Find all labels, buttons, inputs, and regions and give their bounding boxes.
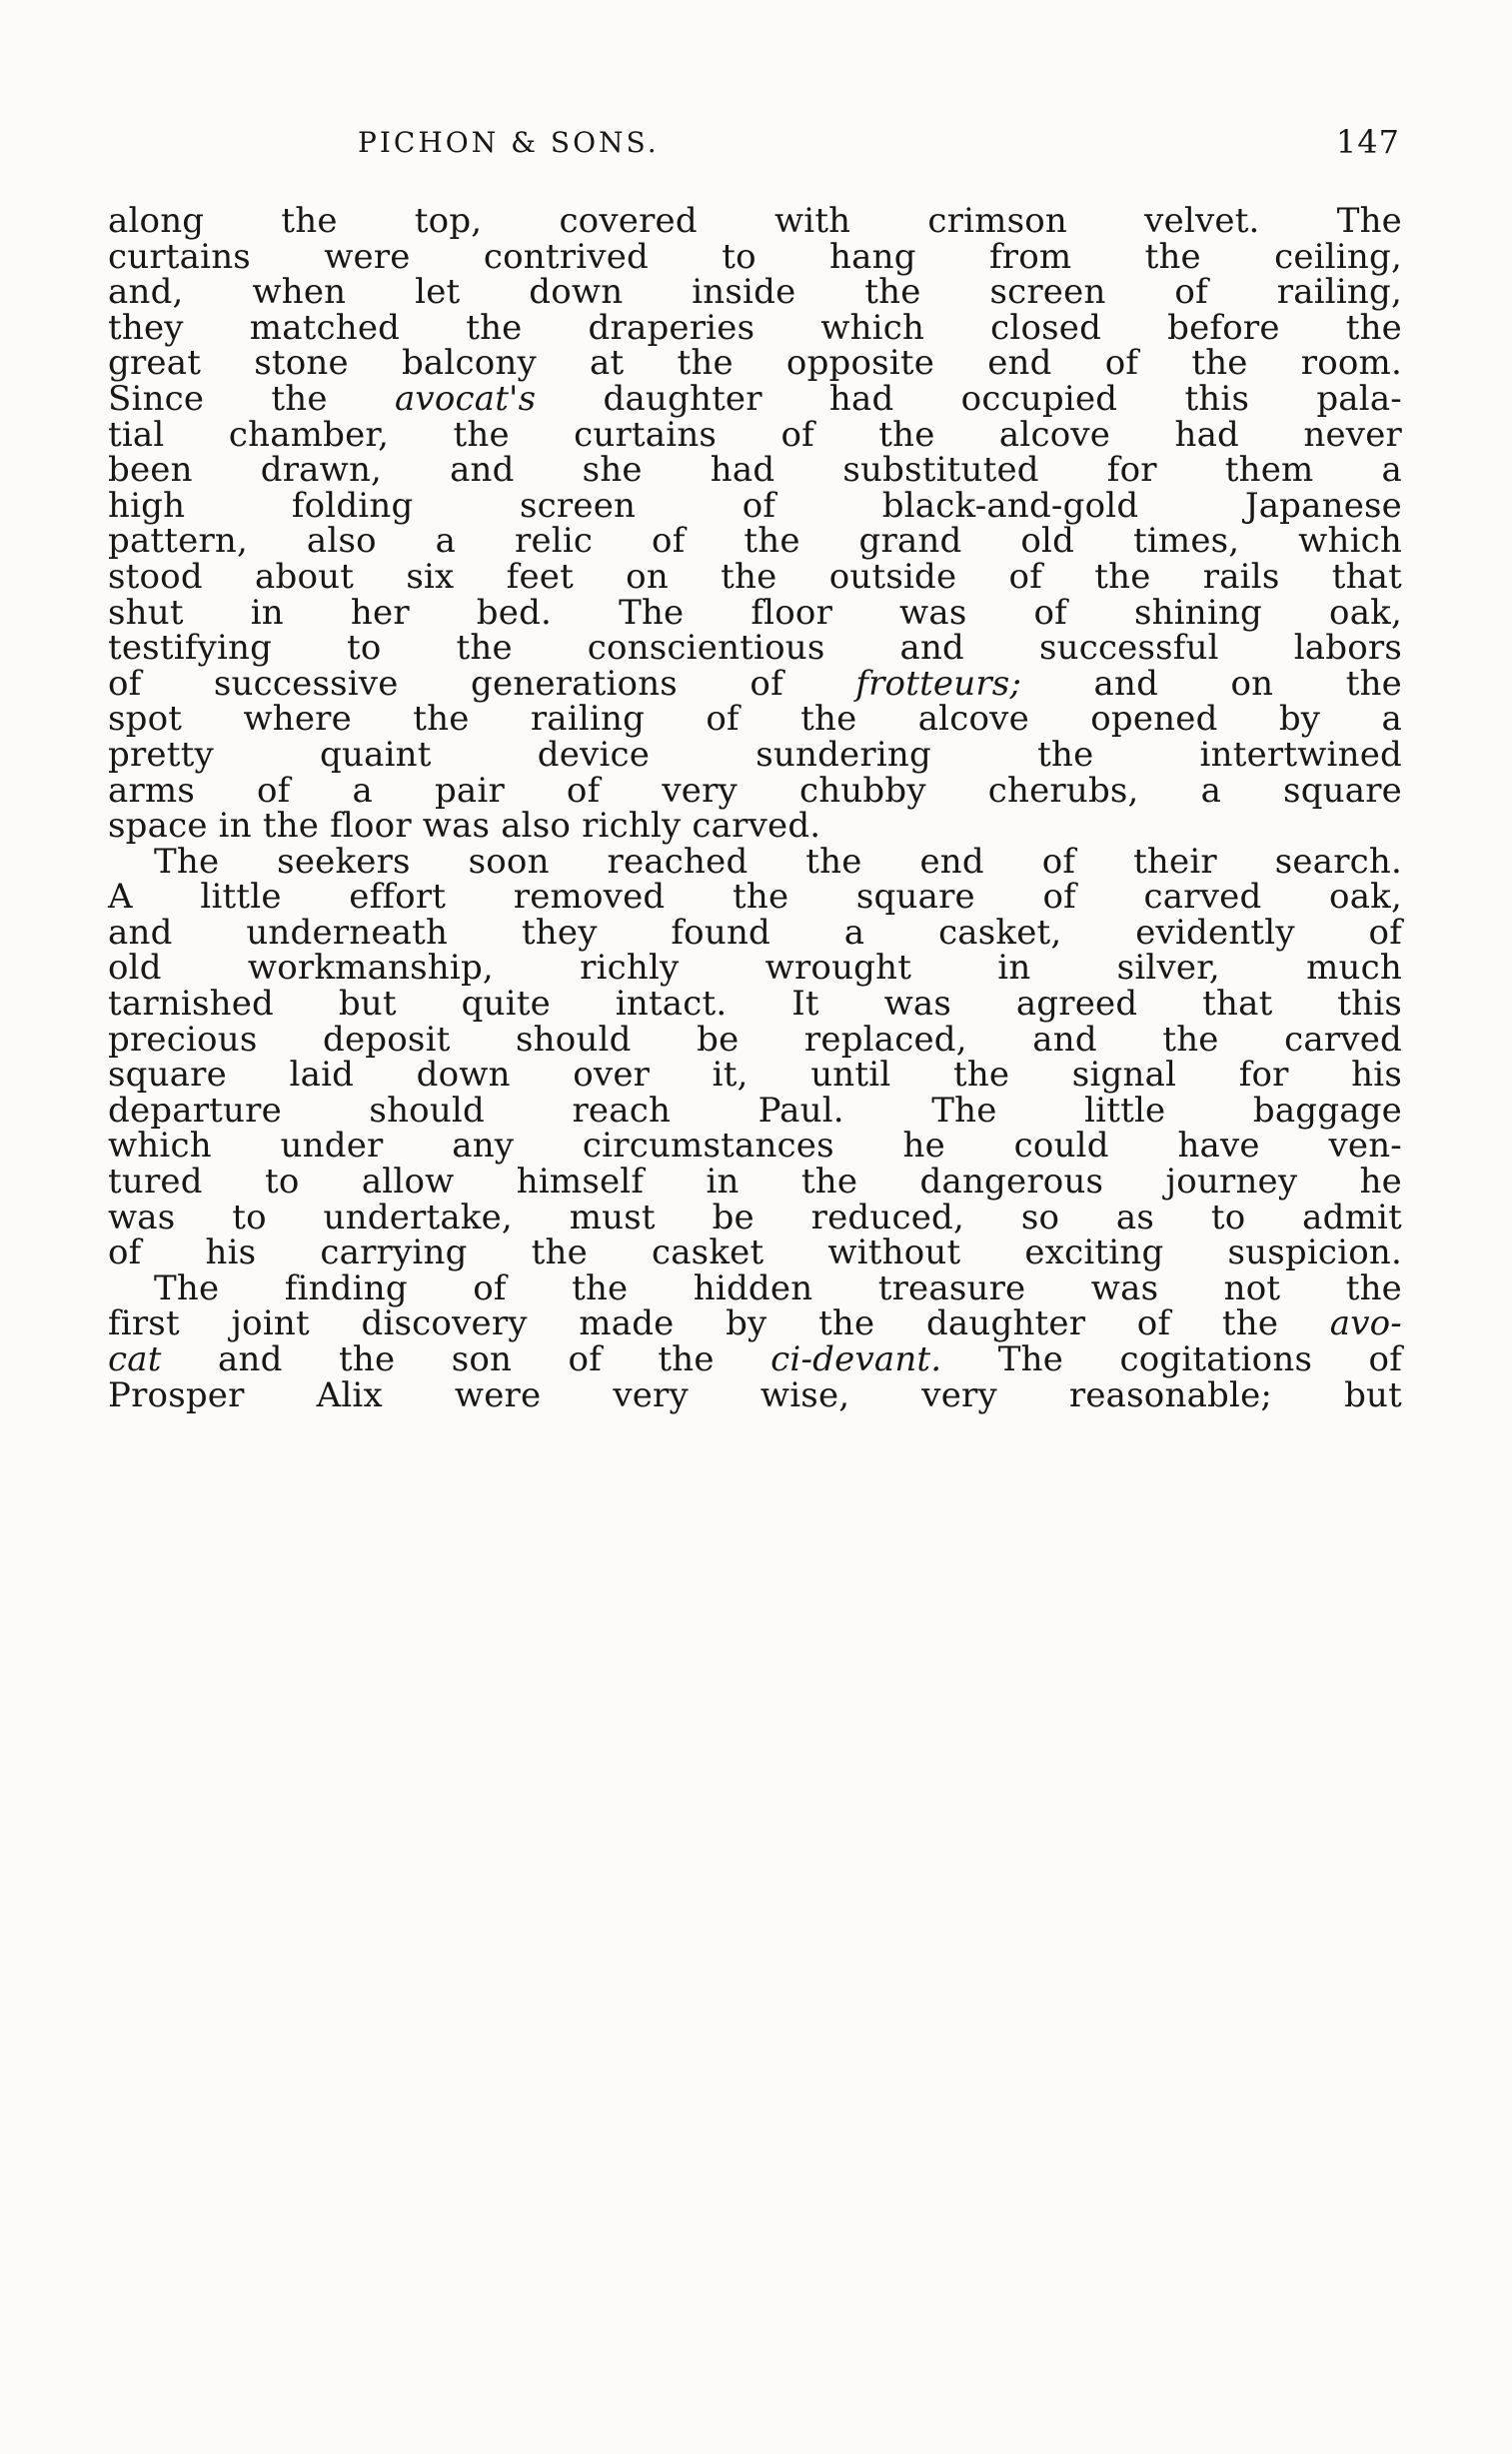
text-run: The seekers soon reached the end of their search. (154, 841, 1402, 882)
header-title: PICHON & SONS. (358, 126, 660, 159)
text-run: been drawn, and she had substituted for them a (108, 450, 1402, 491)
text-run: stood about six feet on the outside of the rails that (108, 556, 1402, 597)
text-run: precious deposit should be replaced, and the carved (108, 1019, 1402, 1060)
text-line (108, 592, 1402, 633)
text-line (108, 1090, 1402, 1131)
text-line (108, 1126, 1402, 1167)
paragraph (108, 841, 1402, 1273)
text-line (108, 485, 1402, 526)
text-run: tarnished but quite intact. It was agreed that this (108, 984, 1402, 1025)
text-run: spot where the railing of the alcove opened by a (108, 699, 1402, 740)
text-line (108, 450, 1402, 491)
text-line (108, 841, 1402, 882)
text-run: and, when let down inside the screen of railing, (108, 272, 1402, 313)
text-run: and on the (1021, 663, 1402, 704)
text-line (108, 521, 1402, 562)
text-line (108, 734, 1402, 775)
text-line (108, 699, 1402, 740)
text-run: of successive generations of (108, 663, 856, 704)
text-run: pretty quaint device sundering the intertwined (108, 734, 1402, 775)
text-line (108, 1197, 1402, 1237)
italic-text-run: frotteurs; (855, 663, 1022, 704)
text-line (108, 343, 1402, 384)
text-line (108, 1374, 1402, 1415)
text-run: was to undertake, must be reduced, so as to admit (108, 1197, 1402, 1237)
text-run: which under any circumstances he could have ven- (108, 1126, 1402, 1167)
text-line (108, 1162, 1402, 1203)
running-header (108, 123, 1402, 170)
text-run: of his carrying the casket without exciting suspicion. (108, 1232, 1402, 1273)
paragraph (108, 201, 1402, 847)
text-run: they matched the draperies which closed before the (108, 307, 1402, 348)
text-run: The cogitations of (941, 1339, 1402, 1379)
text-line (108, 948, 1402, 989)
text-run: high folding screen of black-and-gold Japanese (108, 485, 1402, 526)
text-run: old workmanship, richly wrought in silver, much (108, 948, 1402, 989)
text-line (108, 877, 1402, 918)
italic-text-run: ci-devant. (770, 1339, 942, 1379)
italic-text-run: avo- (1329, 1303, 1402, 1344)
text-line (108, 236, 1402, 277)
page-number: 147 (1335, 123, 1400, 161)
text-line (108, 307, 1402, 348)
text-line (108, 556, 1402, 597)
text-run: The finding of the hidden treasure was not the (154, 1267, 1402, 1308)
text-line (108, 1019, 1402, 1060)
italic-text-run: avocat's (394, 378, 537, 419)
text-line (108, 201, 1402, 241)
text-run: great stone balcony at the opposite end of the room. (108, 343, 1402, 384)
text-run: arms of a pair of very chubby cherubs, a square (108, 770, 1402, 811)
text-run: curtains were contrived to hang from the ceiling, (108, 236, 1402, 277)
text-line (108, 1303, 1402, 1344)
text-line (108, 770, 1402, 811)
text-run: daughter had occupied this pala- (536, 378, 1402, 419)
text-run: square laid down over it, until the signal for his (108, 1055, 1402, 1096)
text-run: and underneath they found a casket, evidently of (108, 912, 1402, 953)
text-run: tured to allow himself in the dangerous journey he (108, 1162, 1402, 1203)
text-line (108, 378, 1402, 419)
text-line (108, 1055, 1402, 1096)
text-line (108, 806, 1402, 847)
body-text (108, 201, 1402, 1415)
text-run: shut in her bed. The floor was of shining oak, (108, 592, 1402, 633)
text-run: tial chamber, the curtains of the alcove had never (108, 414, 1402, 455)
text-line (108, 628, 1402, 669)
text-run: and the son of the (161, 1339, 771, 1379)
text-run: first joint discovery made by the daughter of the (108, 1303, 1330, 1344)
paragraph (108, 1267, 1402, 1415)
text-line (108, 414, 1402, 455)
text-line (108, 1267, 1402, 1308)
text-run: pattern, also a relic of the grand old times, which (108, 521, 1402, 562)
text-line (108, 984, 1402, 1025)
text-line (108, 1339, 1402, 1379)
italic-text-run: cat (108, 1339, 162, 1379)
text-run: Prosper Alix were very wise, very reasonable; but (108, 1374, 1402, 1415)
text-line (108, 912, 1402, 953)
text-line (108, 1232, 1402, 1273)
text-line (108, 663, 1402, 704)
text-run: space in the floor was also richly carved. (108, 806, 821, 847)
text-run: A little effort removed the square of carved oak, (108, 877, 1402, 918)
text-run: testifying to the conscientious and successful labors (108, 628, 1402, 669)
text-run: departure should reach Paul. The little baggage (108, 1090, 1402, 1131)
text-run: along the top, covered with crimson velvet. The (108, 201, 1402, 241)
text-run: Since the (108, 378, 395, 419)
text-line (108, 272, 1402, 313)
